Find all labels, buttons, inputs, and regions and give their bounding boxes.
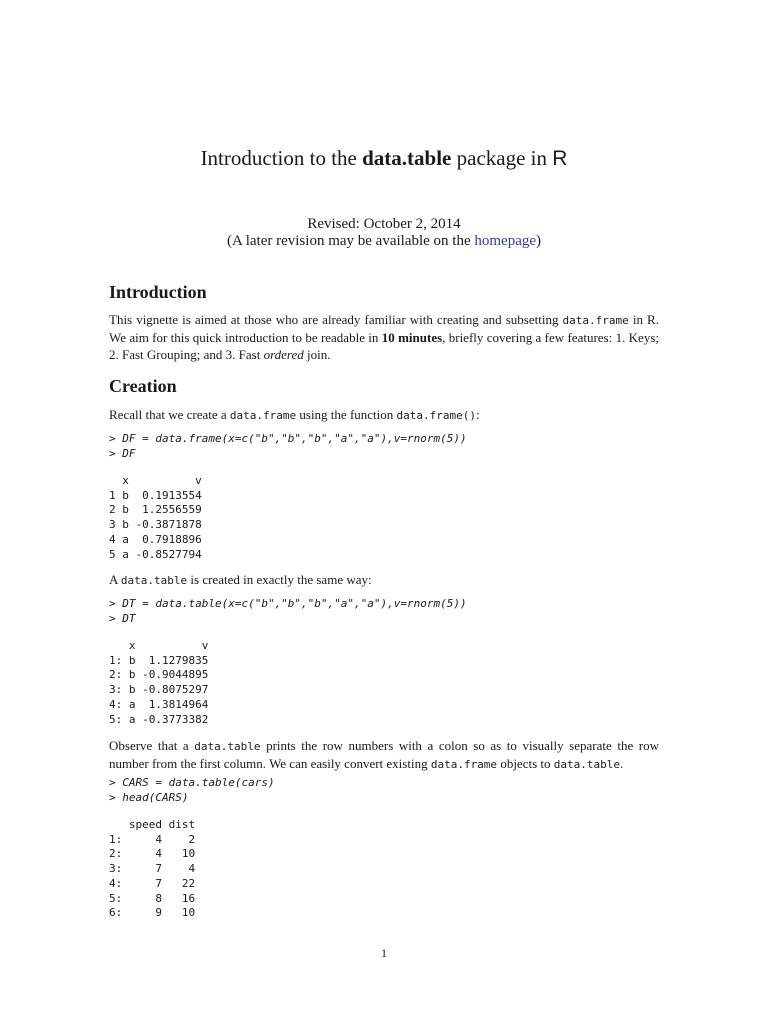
a-text-1: A: [109, 572, 121, 587]
intro-text-4: join.: [303, 347, 331, 362]
observe-text-2: prints the row numbers with a colon so as to visually separate the row number from the first column. We can easily convert existing: [109, 738, 659, 771]
a-text-2: is created in exactly the same way:: [187, 572, 372, 587]
title-package-name: data.table: [362, 146, 452, 170]
recall-code-function: data.frame(): [396, 409, 477, 422]
recall-text-1: Recall that we create a: [109, 407, 230, 422]
revision-date: Revised: October 2, 2014: [307, 216, 461, 232]
intro-text-1: This vignette is aimed at those who are already familiar with creating and subsetting: [109, 312, 563, 327]
df-code-input: > DF = data.frame(x=c("b","b","b","a","a"),v=rnorm(5)) > DF: [109, 432, 467, 460]
section-heading-introduction: Introduction: [109, 282, 207, 302]
observe-text-3: objects to: [497, 756, 554, 771]
revision-info: [0, 216, 768, 250]
homepage-link[interactable]: homepage: [474, 233, 537, 249]
recall-paragraph: [109, 406, 659, 424]
revision-note-close: ): [536, 233, 542, 249]
observe-code-datatable-2: data.table: [553, 758, 620, 771]
title-language: R: [552, 147, 568, 170]
intro-text-3: , briefly covering a few features: 1. Keys; 2. Fast Grouping; and 3. Fast: [109, 330, 659, 362]
title-text-mid: package in: [451, 146, 553, 170]
a-datatable-paragraph: [109, 571, 659, 589]
cars-code-output: speed dist 1: 4 2 2: 4 10 3: 7 4 4: 7 22 5: 8 16 6: 9 10: [109, 818, 196, 920]
recall-text-2: using the function: [296, 407, 397, 422]
dt-code-input: > DT = data.table(x=c("b","b","b","a","a"),v=rnorm(5)) > DT: [109, 597, 467, 625]
dt-code-output: x v 1: b 1.1279835 2: b -0.9044895 3: b -0.8075297 4: a 1.3814964 5: a -0.3773382: [109, 639, 209, 726]
observe-paragraph: [109, 737, 659, 773]
intro-text-2: in R. We aim for this quick introduction to be readable in: [109, 312, 659, 345]
intro-bold-10-minutes: 10 minutes: [381, 330, 443, 345]
recall-code-dataframe: data.frame: [229, 409, 297, 422]
intro-paragraph: [109, 311, 659, 363]
df-code-output: x v 1 b 0.1913554 2 b 1.2556559 3 b -0.3871878 4 a 0.7918896 5 a -0.8527794: [109, 474, 202, 561]
intro-em-ordered: ordered: [263, 347, 304, 362]
recall-text-3: :: [476, 407, 480, 422]
page-number: 1: [381, 946, 387, 960]
a-code-datatable: data.table: [120, 574, 188, 587]
observe-code-datatable: data.table: [194, 740, 261, 753]
title-text: Introduction to the: [200, 146, 363, 170]
revision-note-text: (A later revision may be available on the: [226, 233, 475, 249]
cars-code-input: > CARS = data.table(cars) > head(CARS): [109, 776, 275, 804]
observe-code-dataframe: data.frame: [430, 758, 498, 771]
revision-note: [0, 233, 768, 250]
section-heading-creation: Creation: [109, 376, 177, 396]
observe-text-1: Observe that a: [109, 738, 195, 753]
observe-text-4: .: [619, 756, 624, 771]
document-title: [0, 146, 768, 171]
intro-code-dataframe: data.frame: [562, 314, 629, 327]
